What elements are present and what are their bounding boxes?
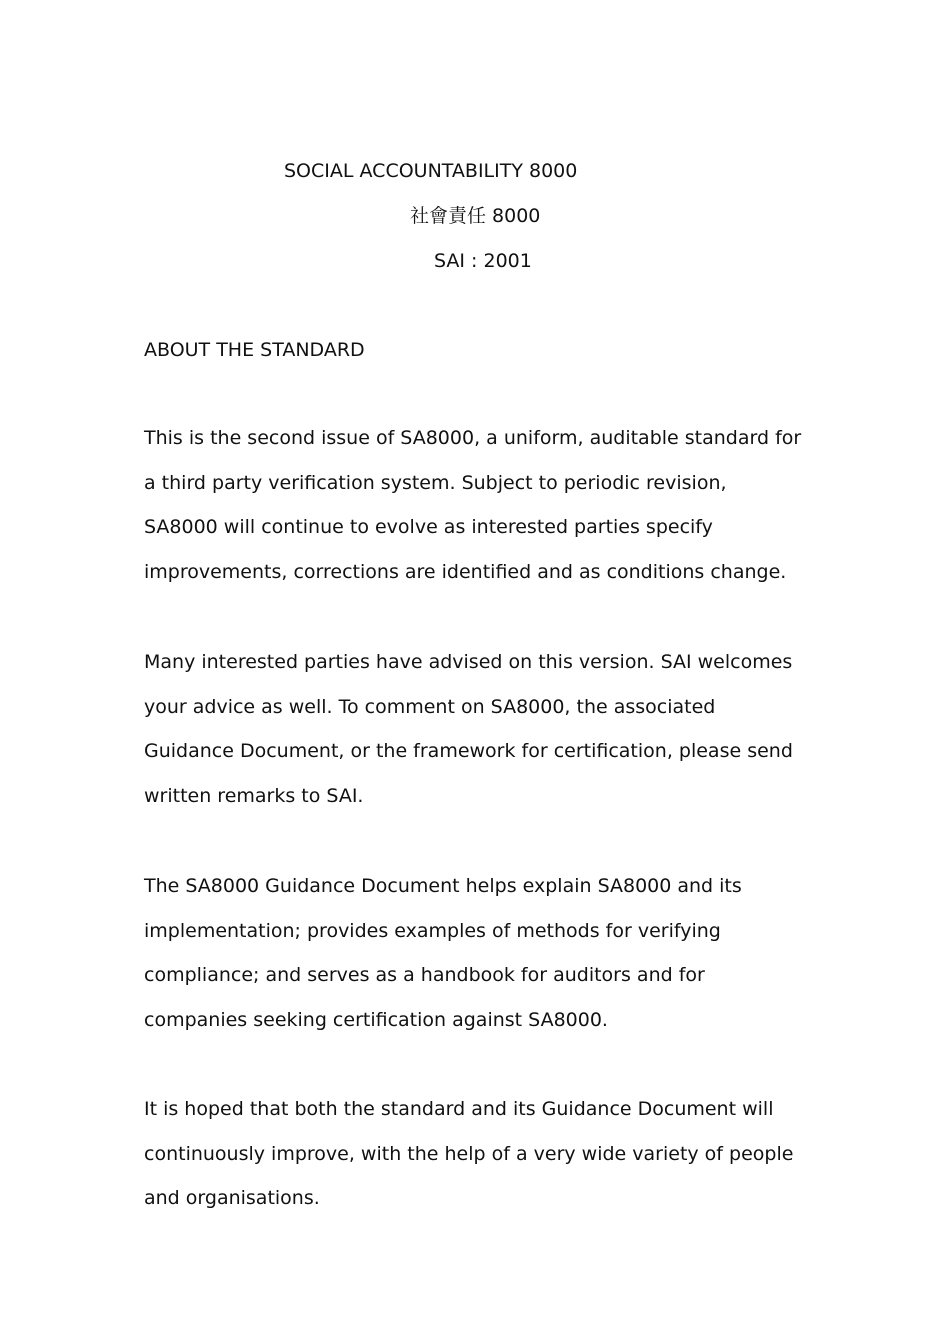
paragraph-4 [144,1087,824,1221]
document-title: SOCIAL ACCOUNTABILITY 8000 [284,160,578,182]
paragraph-line: Many interested parties have advised on this version. SAI welcomes [144,651,793,673]
paragraph-line: implementation; provides examples of methods for verifying [144,919,721,942]
paragraph-line: This is the second issue of SA8000, a uniform, auditable standard for [144,427,802,449]
section-heading: ABOUT THE STANDARD [144,339,365,361]
paragraph-line: improvements, corrections are identified and as conditions change. [144,561,787,584]
document-title-chinese: 社會責任 8000 [410,205,541,227]
paragraph-line: compliance; and serves as a handbook for auditors and for [144,964,705,987]
paragraph-line: a third party verification system. Subject to periodic revision, [144,471,727,494]
document-edition: SAI : 2001 [434,250,532,272]
paragraph-1 [144,416,824,595]
paragraph-line: written remarks to SAI. [144,785,364,808]
paragraph-line: and organisations. [144,1187,320,1210]
paragraph-3 [144,864,824,1043]
paragraph-line: your advice as well. To comment on SA8000, the associated [144,695,716,718]
paragraph-line: The SA8000 Guidance Document helps explain SA8000 and its [144,875,742,897]
paragraph-line: companies seeking certification against SA8000. [144,1009,608,1032]
paragraph-2 [144,640,824,819]
paragraph-line: Guidance Document, or the framework for certification, please send [144,740,793,763]
paragraph-line: SA8000 will continue to evolve as interested parties specify [144,516,713,539]
paragraph-line: It is hoped that both the standard and its Guidance Document will [144,1098,774,1120]
paragraph-line: continuously improve, with the help of a very wide variety of people [144,1142,794,1165]
